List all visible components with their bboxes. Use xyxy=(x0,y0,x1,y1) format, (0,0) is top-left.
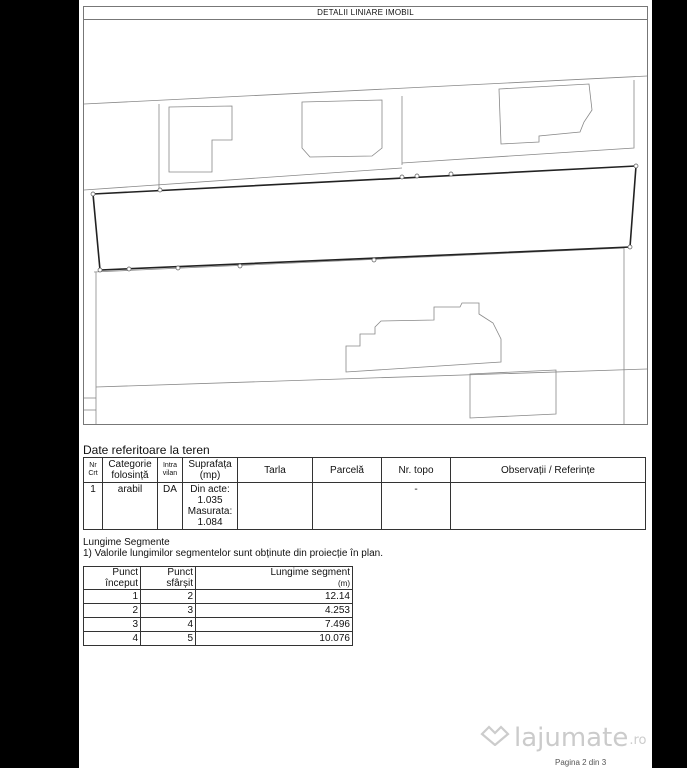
header-lungime-unit: (m) xyxy=(338,579,350,588)
cell-nr-topo: - xyxy=(382,483,451,530)
cell-length: 4.253 xyxy=(196,604,353,618)
table-header-row xyxy=(84,567,353,590)
building-outline xyxy=(169,106,232,172)
point-marker xyxy=(176,266,180,270)
cell-start: 4 xyxy=(84,632,141,646)
table-row xyxy=(84,590,353,604)
cell-length: 12.14 xyxy=(196,590,353,604)
header-punct-inceput: Punct început xyxy=(84,567,141,590)
building-outline xyxy=(346,303,501,372)
building-outline xyxy=(499,84,592,144)
cell-end: 2 xyxy=(141,590,196,604)
cell-end: 4 xyxy=(141,618,196,632)
din-acte-value: 1.035 xyxy=(197,495,223,506)
point-marker xyxy=(238,264,242,268)
building-outline xyxy=(302,100,382,157)
segmente-note: 1) Valorile lungimilor segmentelor sunt obținute din proiecție în plan. xyxy=(83,548,383,559)
header-categorie: Categorie folosință xyxy=(103,458,158,483)
header-parcela: Parcelă xyxy=(313,458,382,483)
table-header-row xyxy=(84,458,646,483)
cell-tarla xyxy=(238,483,313,530)
table-row xyxy=(84,618,353,632)
boundary-line xyxy=(96,369,647,387)
boundary-line xyxy=(84,76,647,104)
segmente-rows xyxy=(84,590,353,646)
header-nr-crt: Nr Crt xyxy=(84,458,103,483)
cell-start: 2 xyxy=(84,604,141,618)
table-row xyxy=(84,632,353,646)
cell-length: 7.496 xyxy=(196,618,353,632)
point-marker xyxy=(449,172,453,176)
table-row xyxy=(84,604,353,618)
watermark-tld: .ro xyxy=(629,733,647,748)
header-lungime xyxy=(196,567,353,590)
cell-start: 3 xyxy=(84,618,141,632)
point-marker xyxy=(372,258,376,262)
page-number: Pagina 2 din 3 xyxy=(555,758,607,767)
segmente-title: Lungime Segmente xyxy=(83,537,170,548)
cell-intravilan: DA xyxy=(158,483,183,530)
table-row xyxy=(84,483,646,530)
cell-end: 5 xyxy=(141,632,196,646)
teren-table xyxy=(83,457,646,530)
plan-drawing xyxy=(83,19,648,425)
point-marker xyxy=(158,188,162,192)
cell-parcela xyxy=(313,483,382,530)
teren-section-title: Date referitoare la teren xyxy=(83,443,210,457)
point-marker xyxy=(400,175,404,179)
cell-nr-crt: 1 xyxy=(84,483,103,530)
document-page xyxy=(79,0,652,768)
boundary-line xyxy=(94,248,624,272)
point-marker xyxy=(98,268,102,272)
plan-title: DETALII LINIARE IMOBIL xyxy=(83,6,648,20)
header-lungime-label: Lungime segment xyxy=(270,567,350,578)
masurata-value: 1.084 xyxy=(197,517,223,528)
header-tarla: Tarla xyxy=(238,458,313,483)
masurata-label: Masurata: xyxy=(187,506,233,517)
point-marker xyxy=(634,164,638,168)
cell-suprafata xyxy=(183,483,238,530)
header-nr-topo: Nr. topo xyxy=(382,458,451,483)
header-intravilan: Intra vilan xyxy=(158,458,183,483)
cell-length: 10.076 xyxy=(196,632,353,646)
point-marker xyxy=(415,174,419,178)
boundary-line xyxy=(402,80,634,163)
cell-categorie: arabil xyxy=(103,483,158,530)
cell-end: 3 xyxy=(141,604,196,618)
point-marker xyxy=(91,192,95,196)
heart-hands-icon xyxy=(480,722,510,753)
point-marker xyxy=(127,267,131,271)
watermark-brand: lajumate xyxy=(514,722,629,753)
measured-parcel-outline xyxy=(93,166,636,270)
header-observatii: Observații / Referințe xyxy=(451,458,646,483)
header-suprafata: Suprafața (mp) xyxy=(183,458,238,483)
header-punct-sfarsit: Punct sfârșit xyxy=(141,567,196,590)
watermark-logo xyxy=(480,722,646,753)
cell-start: 1 xyxy=(84,590,141,604)
building-outline xyxy=(470,370,556,418)
segmente-table xyxy=(83,566,353,646)
cadastral-plan-svg xyxy=(84,20,647,424)
cell-observatii xyxy=(451,483,646,530)
din-acte-label: Din acte: xyxy=(190,484,230,495)
point-marker xyxy=(628,245,632,249)
